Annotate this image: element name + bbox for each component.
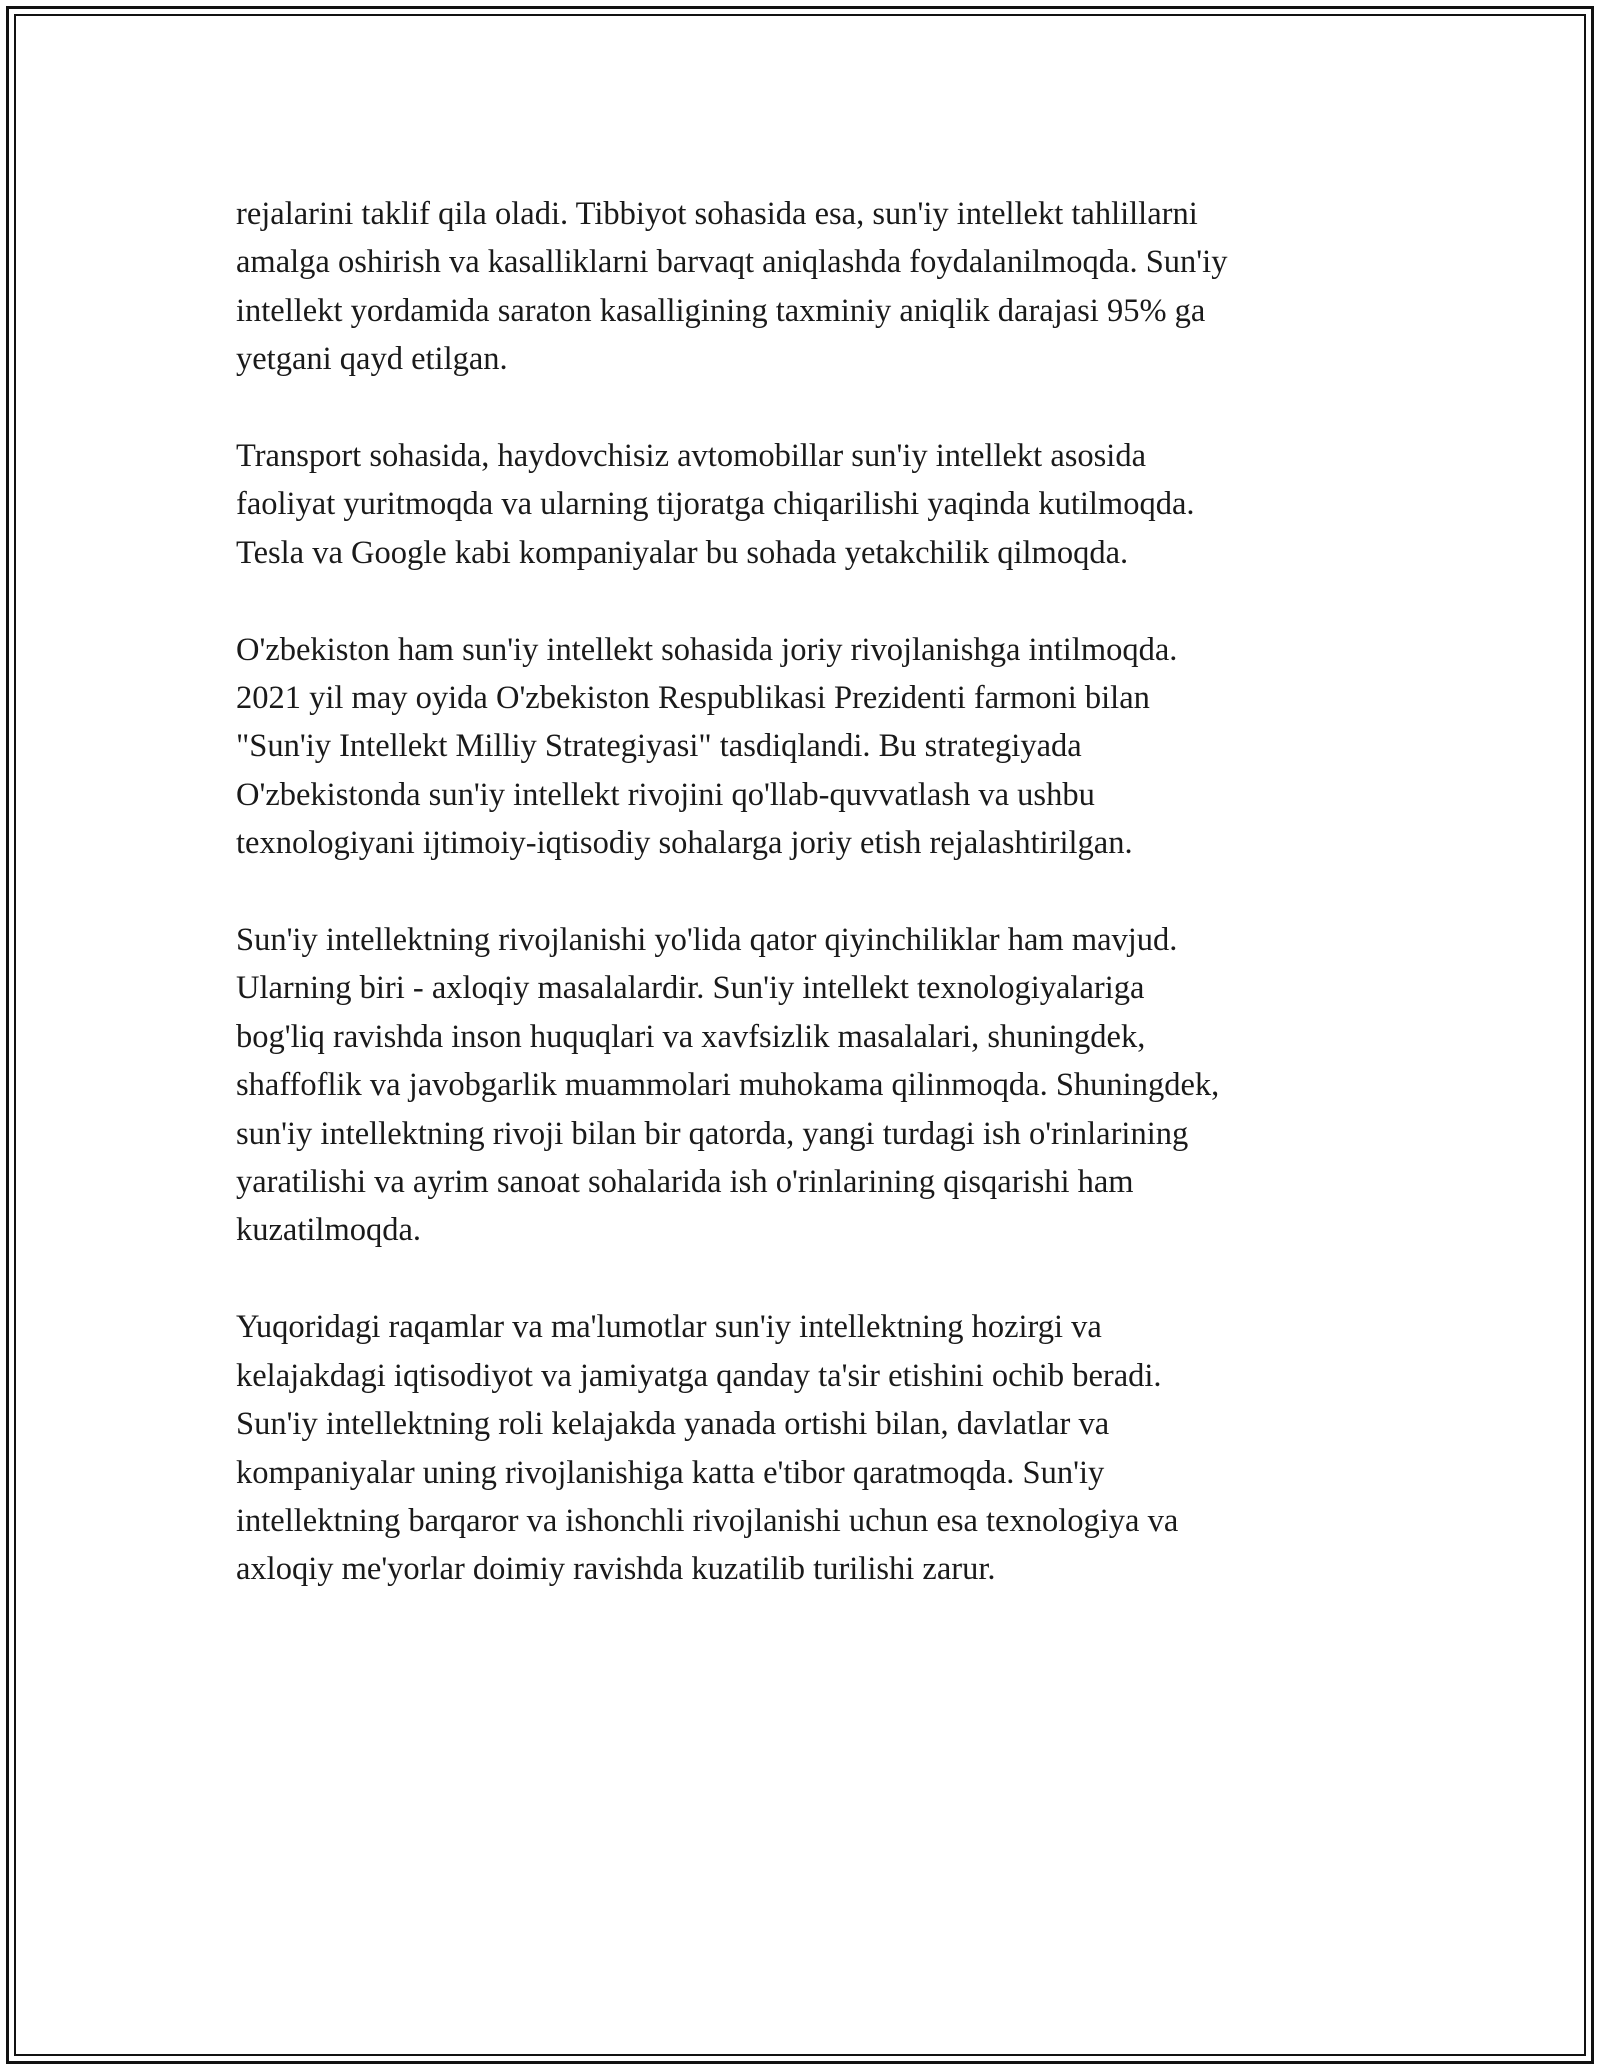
text-line: axloqiy me'yorlar doimiy ravishda kuzatilib turilishi zarur. [236,1551,996,1588]
paragraph-ai-challenges [236,916,1376,1255]
text-line: Ularning biri - axloqiy masalalardir. Sun'iy intellekt texnologiyalariga [236,970,1145,1007]
text-line: 2021 yil may oyida O'zbekiston Respublikasi Prezidenti farmoni bilan [236,680,1150,717]
text-line: yaratilishi va ayrim sanoat sohalarida ish o'rinlarining qisqarishi ham [236,1164,1134,1201]
paragraph-conclusion [236,1303,1376,1593]
text-line: faoliyat yuritmoqda va ularning tijoratga chiqarilishi yaqinda kutilmoqda. [236,486,1195,523]
text-line: amalga oshirish va kasalliklarni barvaqt aniqlashda foydalanilmoqda. Sun'iy [236,244,1228,281]
text-line: kompaniyalar uning rivojlanishiga katta e'tibor qaratmoqda. Sun'iy [236,1454,1105,1491]
text-line: sun'iy intellektning rivoji bilan bir qatorda, yangi turdagi ish o'rinlarining [236,1115,1189,1152]
paragraph-ai-transport [236,432,1376,577]
text-line: intellektning barqaror va ishonchli rivojlanishi uchun esa texnologiya va [236,1502,1179,1539]
paragraph-ai-uzbekistan [236,626,1376,868]
text-line: rejalarini taklif qila oladi. Tibbiyot sohasida esa, sun'iy intellekt tahlillarni [236,196,1198,232]
text-line: kuzatilmoqda. [236,1212,422,1249]
text-line: kelajakdagi iqtisodiyot va jamiyatga qanday ta'sir etishini ochib beradi. [236,1357,1162,1394]
text-line: "Sun'iy Intellekt Milliy Strategiyasi" tasdiqlandi. Bu strategiyada [236,728,1082,765]
document-body [236,190,1376,1642]
text-line: Sun'iy intellektning rivojlanishi yo'lida qator qiyinchiliklar ham mavjud. [236,922,1178,959]
text-line: shaffoflik va javobgarlik muammolari muhokama qilinmoqda. Shuningdek, [236,1067,1220,1104]
text-line: yetgani qayd etilgan. [236,341,508,378]
text-line: texnologiyani ijtimoiy-iqtisodiy sohalarga joriy etish rejalashtirilgan. [236,825,1133,862]
text-line: O'zbekistonda sun'iy intellekt rivojini qo'llab-quvvatlash va ushbu [236,776,1095,813]
text-line: Transport sohasida, haydovchisiz avtomobillar sun'iy intellekt asosida [236,438,1147,475]
text-line: Tesla va Google kabi kompaniyalar bu sohada yetakchilik qilmoqda. [236,534,1129,571]
text-line: Sun'iy intellektning roli kelajakda yanada ortishi bilan, davlatlar va [236,1406,1110,1443]
paragraph-ai-medicine [236,190,1376,384]
text-line: O'zbekiston ham sun'iy intellekt sohasida joriy rivojlanishga intilmoqda. [236,631,1178,668]
text-line: intellekt yordamida saraton kasalligining taxminiy aniqlik darajasi 95% ga [236,292,1206,329]
text-line: Yuqoridagi raqamlar va ma'lumotlar sun'iy intellektning hozirgi va [236,1309,1102,1346]
text-line: bog'liq ravishda inson huquqlari va xavfsizlik masalalari, shuningdek, [236,1018,1146,1055]
